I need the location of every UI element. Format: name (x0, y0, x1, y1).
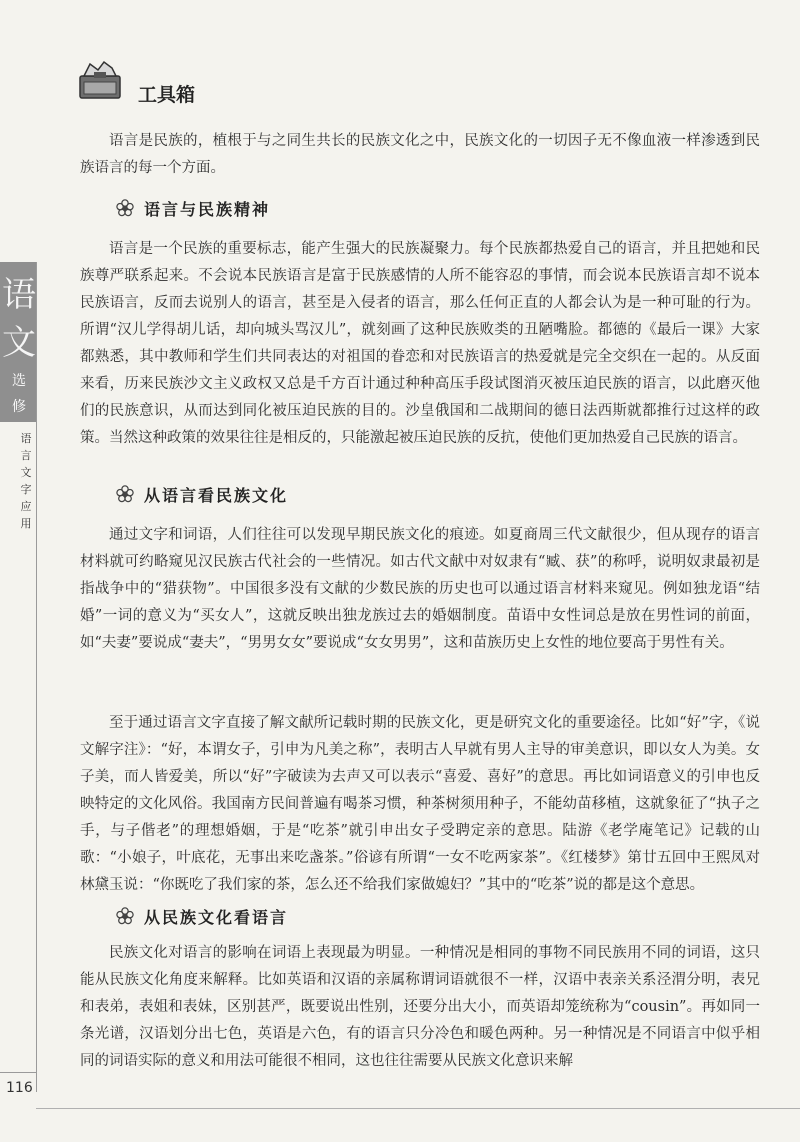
paragraph: 语言是一个民族的重要标志，能产生强大的民族凝聚力。每个民族都热爱自己的语言，并且把她和民族尊严联系起来。不会说本民族语言是富于民族感情的人所不能容忍的事情，而会说本民族语言却不说本民族语言，反而去说别人的语言，甚至是入侵者的语言，那么任何正直的人都会认为是一种可耻的行为。所谓“汉儿学得胡儿话，却向城头骂汉儿”，就刻画了这种民族败类的丑陋嘴脸。都德的《最后一课》大家都熟悉，其中教师和学生们共同表达的对祖国的眷恋和对民族语言的热爱就是完全交织在一起的。从反面来看，历来民族沙文主义政权又总是千方百计通过种种高压手段试图消灭被压迫民族的语言，以此磨灭他们的民族意识，从而达到同化被压迫民族的目的。沙皇俄国和二战期间的德日法西斯就都推行过这样的政策。当然这种政策的效果往往是相反的，只能激起被压迫民族的反抗，使他们更加热爱自己民族的语言。 (80, 241, 760, 446)
section-heading-3 (116, 904, 288, 928)
section-heading-label: 从民族文化看语言 (144, 907, 289, 927)
bottom-rule (36, 1108, 800, 1109)
flower-icon (116, 199, 134, 217)
flower-icon (116, 907, 134, 925)
flower-icon (116, 485, 134, 503)
intro-paragraph: 语言是民族的，植根于与之同生共长的民族文化之中，民族文化的一切因子无不像血液一样渗透到民族语言的每一个方面。 (80, 133, 760, 176)
sidebar-divider (36, 262, 37, 1092)
page-number: 116 (6, 1080, 33, 1096)
section-heading-label: 语言与民族精神 (144, 199, 271, 219)
section-heading-2 (116, 482, 288, 506)
sidebar-tab (0, 262, 36, 422)
sidebar-char-2: 文 (2, 323, 36, 363)
toolbox-icon (76, 58, 124, 102)
section-heading-label: 从语言看民族文化 (144, 485, 289, 505)
sidebar-char-1: 语 (2, 275, 36, 315)
page-title: 工具箱 (138, 84, 196, 106)
section-heading-1 (116, 196, 270, 220)
sidebar-vertical-text: 语言文字应用 (20, 432, 32, 530)
paragraph: 至于通过语言文字直接了解文献所记载时期的民族文化，更是研究文化的重要途径。比如“好”字，《说文解字注》：“好，本谓女子，引申为凡美之称”，表明古人早就有男人主导的审美意识，即以女人为美。女子美，而人皆爱美，所以“好”字破读为去声又可以表示“喜爱、喜好”的意思。再比如词语意义的引申也反映特定的文化风俗。我国南方民间普遍有喝茶习惯，种茶树须用种子，不能幼苗移植，这就象征了“执子之手，与子偕老”的理想婚姻，于是“吃茶”就引申出女子受聘定亲的意思。陆游《老学庵笔记》记载的山歌：“小娘子，叶底花，无事出来吃盏茶。”俗谚有所谓“一女不吃两家茶”。《红楼梦》第廿五回中王熙凤对林黛玉说：“你既吃了我们家的茶，怎么还不给我们家做媳妇？”其中的“吃茶”说的都是这个意思。 (80, 715, 760, 893)
sidebar-small-1: 选 (12, 373, 26, 389)
paragraph: 民族文化对语言的影响在词语上表现最为明显。一种情况是相同的事物不同民族用不同的词语，这只能从民族文化角度来解释。比如英语和汉语的亲属称谓词语就很不一样，汉语中表亲关系泾渭分明，表兄和表弟，表姐和表妹，区别甚严，既要说出性别，还要分出大小，而英语却笼统称为“cousin”。再如同一条光谱，汉语划分出七色，英语是六色，有的语言只分冷色和暖色两种。另一种情况是不同语言中似乎相同的词语实际的意义和用法可能很不相同，这也往往需要从民族文化意识来解 (80, 945, 760, 1069)
paragraph: 通过文字和词语，人们往往可以发现早期民族文化的痕迹。如夏商周三代文献很少，但从现存的语言材料就可约略窥见汉民族古代社会的一些情况。如古代文献中对奴隶有“臧、获”的称呼，说明奴隶最初是指战争中的“猎获物”。中国很多没有文献的少数民族的历史也可以通过语言材料来窥见。例如独龙语“结婚”一词的意义为“买女人”，这就反映出独龙族过去的婚姻制度。苗语中女性词总是放在男性词的前面，如“夫妻”要说成“妻夫”，“男男女女”要说成“女女男男”，这和苗族历史上女性的地位要高于男性有关。 (80, 527, 760, 651)
sidebar-small-2: 修 (12, 399, 26, 415)
